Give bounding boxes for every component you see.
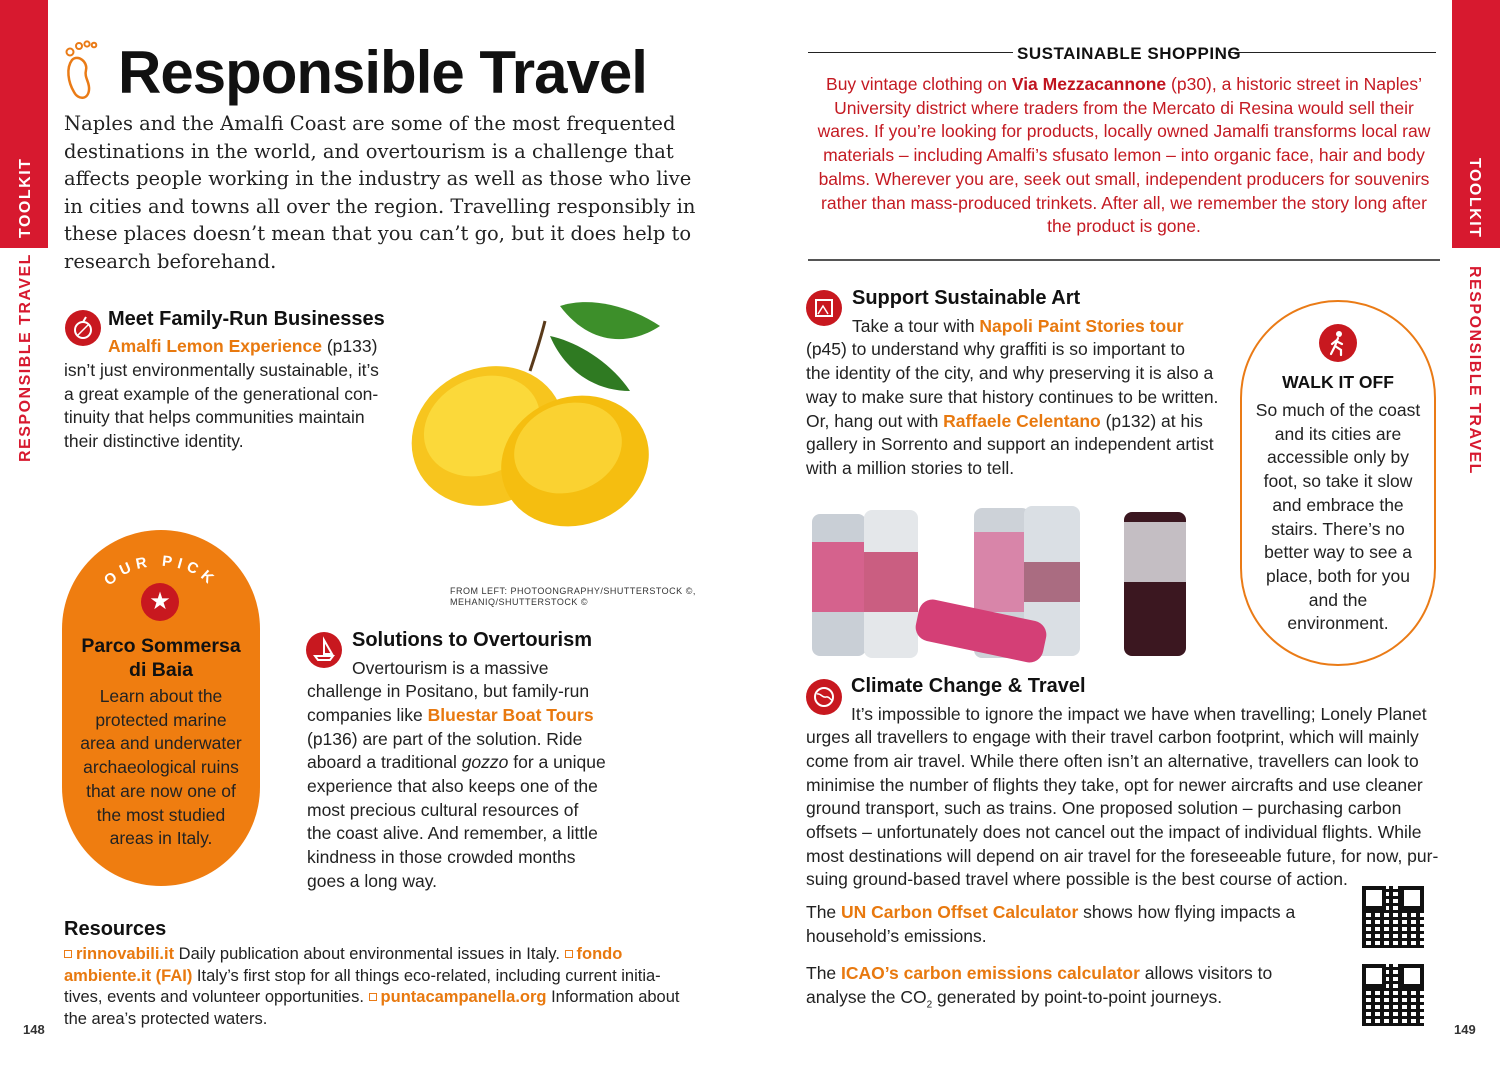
overtourism-heading: Solutions to Overtourism xyxy=(352,629,593,651)
our-pick-body: Learn about the protected marine area and underwater archaeological ruins that are now one of the most studied areas in Italy. xyxy=(80,686,242,849)
overtourism-line-2: challenge in Positano, but family-run xyxy=(307,681,590,701)
climate-line-8: suing ground-based travel where possible is the best course of action. xyxy=(806,869,1348,889)
un-calculator-line-1: The UN Carbon Offset Calculator shows how flying impacts a xyxy=(806,902,1296,922)
bullet-icon xyxy=(565,950,573,958)
intro-paragraph: Naples and the Amalfi Coast are some of the most frequented destinations in the world, and overtourism is a challenge that affects people working in the industry as well as those who live in cities and towns all over the region. Travelling responsibly in these places doesn’t mean that you can’t go, but it does help to research beforehand. xyxy=(64,112,696,273)
bullet-icon xyxy=(64,950,72,958)
svg-text:OUR PICK: OUR PICK xyxy=(100,552,221,591)
boat-icon xyxy=(306,632,342,668)
family-line-4: tinuity that helps communities maintain xyxy=(64,407,365,427)
page-title: Responsible Travel xyxy=(118,39,647,106)
bullet-icon xyxy=(369,993,377,1001)
via-mezzacannone-link[interactable]: Via Mezzacannone xyxy=(1011,74,1167,94)
resources-body: rinnovabili.it Daily publication about environmental issues in Italy. fondo ambiente.it (FAI) Italy’s first stop for all things eco-related, including current initia- tives, events and volunteer opportunities. puntacampanella.org Information about the area’s protected waters. xyxy=(64,945,680,1028)
un-calculator-line-2: household’s emissions. xyxy=(806,926,987,946)
napoli-paint-link[interactable]: Napoli Paint Stories tour xyxy=(979,316,1184,336)
raffaele-link[interactable]: Raffaele Celentano xyxy=(943,411,1101,431)
overtourism-line-6: experience that also keeps one of the xyxy=(307,776,598,796)
our-pick-title: Parco Sommersa di Baia xyxy=(81,635,241,681)
overtourism-line-9: kindness in those crowded months xyxy=(307,847,576,867)
responsible-label-right: RESPONSIBLE TRAVEL xyxy=(1466,266,1483,475)
fai-link[interactable]: fondo ambiente.it (FAI) xyxy=(64,945,623,985)
climate-line-3: come from air travel. While there often isn’t an alternative, travellers can look to xyxy=(806,751,1419,771)
climate-line-2: urges all travellers to engage with their travel carbon footprint, which will mainly xyxy=(806,727,1419,747)
art-line-6: gallery in Sorrento and support an independent artist xyxy=(806,434,1214,454)
family-line-3: a great example of the generational con- xyxy=(64,384,379,404)
family-heading: Meet Family-Run Businesses xyxy=(108,308,385,330)
art-line-7: with a million stories to tell. xyxy=(806,458,1015,478)
walking-person-icon xyxy=(1319,324,1357,362)
rinnovabili-link[interactable]: rinnovabili.it xyxy=(76,945,175,963)
shopping-rule-right xyxy=(1228,52,1436,53)
resources-title: Resources xyxy=(64,918,167,940)
toolkit-label-right: TOOLKIT xyxy=(1466,158,1483,239)
overtourism-line-7: most precious cultural resources of xyxy=(307,800,579,820)
overtourism-line-4: (p136) are part of the solution. Ride xyxy=(307,729,583,749)
climate-line-7: most destinations will depend on air travel for the foreseeable future, for now, pur- xyxy=(806,846,1439,866)
toolkit-label-left: TOOLKIT xyxy=(17,157,34,238)
art-line-4: way to make sure that history continues to be written. xyxy=(806,387,1219,407)
overtourism-line-10: goes a long way. xyxy=(307,871,438,891)
overtourism-line-1: Overtourism is a massive xyxy=(352,658,549,678)
overtourism-line-3: companies like Bluestar Boat Tours xyxy=(307,705,594,725)
amalfi-lemon-link[interactable]: Amalfi Lemon Experience xyxy=(108,336,322,356)
page-number-right: 149 xyxy=(1454,1022,1476,1037)
climate-line-1: It’s impossible to ignore the impact we have when travelling; Lonely Planet xyxy=(851,704,1427,724)
shopping-title: SUSTAINABLE SHOPPING xyxy=(1017,44,1242,63)
family-line-2: isn’t just environmentally sustainable, it’s xyxy=(64,360,379,380)
overtourism-line-5: aboard a traditional gozzo for a unique xyxy=(307,752,606,772)
art-line-1: Take a tour with Napoli Paint Stories tour xyxy=(852,316,1184,336)
family-line-5: their distinctive identity. xyxy=(64,431,244,451)
globe-icon xyxy=(806,679,842,715)
fruit-icon xyxy=(65,310,101,346)
section-divider xyxy=(808,259,1440,261)
climate-line-5: ground transport, such as trains. One proposed solution – purchasing carbon xyxy=(806,798,1402,818)
qr-code-un[interactable] xyxy=(1362,886,1424,948)
walk-body: So much of the coast and its cities are accessible only by foot, so take it slow and embrace the stairs. There’s no better way to see a place, both for you and the environment. xyxy=(1255,400,1421,634)
icao-line-1: The ICAO’s carbon emissions calculator allows visitors to xyxy=(806,963,1273,983)
climate-heading: Climate Change & Travel xyxy=(851,675,1086,697)
page-number-left: 148 xyxy=(23,1022,45,1037)
star-icon: ★ xyxy=(141,583,179,621)
footprint-icon xyxy=(62,40,106,102)
icao-calculator-link[interactable]: ICAO’s carbon emissions calculator xyxy=(841,963,1140,983)
shopping-rule-left xyxy=(808,52,1013,53)
climate-line-4: minimise the number of flights they take, opt for newer aircrafts and use cleaner xyxy=(806,775,1423,795)
art-line-2: (p45) to understand why graffiti is so important to xyxy=(806,339,1186,359)
puntacampanella-link[interactable]: puntacampanella.org xyxy=(380,988,547,1006)
art-line-5: Or, hang out with Raffaele Celentano (p132) at his xyxy=(806,411,1203,431)
frame-icon xyxy=(806,290,842,326)
qr-code-icao[interactable] xyxy=(1362,964,1424,1026)
climate-line-6: offsets – unfortunately does not cancel out the impact of individual flights. While xyxy=(806,822,1422,842)
lemons-image xyxy=(400,296,675,536)
responsible-label-left: RESPONSIBLE TRAVEL xyxy=(17,253,34,462)
overtourism-line-8: the coast alive. And remember, a little xyxy=(307,823,598,843)
art-heading: Support Sustainable Art xyxy=(852,287,1081,309)
family-line-1: Amalfi Lemon Experience (p133) xyxy=(108,336,378,356)
shopping-body: Buy vintage clothing on Via Mezzacannone (p30), a historic street in Naples’ University district where traders from the Mercato di Resina would sell their wares. If you’re looking for products, locally owned Jamalfi transforms local raw materials – including Amalfi’s sfusato lemon – into organic face, hair and body balms. Wherever you are, seek out small, independent producers for souvenirs rather than mass-produced trinkets. After all, we remember the story long after the product is gone. xyxy=(817,74,1431,237)
photo-credit: FROM LEFT: PHOTOONGRAPHY/SHUTTERSTOCK ©, MEHANIQ/SHUTTERSTOCK © xyxy=(450,586,696,607)
art-line-3: the identity of the city, and why preserving it is also a xyxy=(806,363,1214,383)
icao-line-2: analyse the $CO_2$ generated by point-to-point journeys. xyxy=(806,987,1223,1011)
un-calculator-link[interactable]: UN Carbon Offset Calculator xyxy=(841,902,1079,922)
bluestar-link[interactable]: Bluestar Boat Tours xyxy=(427,705,594,725)
spray-cans-image xyxy=(806,492,1226,664)
walk-title: WALK IT OFF xyxy=(1282,372,1394,392)
